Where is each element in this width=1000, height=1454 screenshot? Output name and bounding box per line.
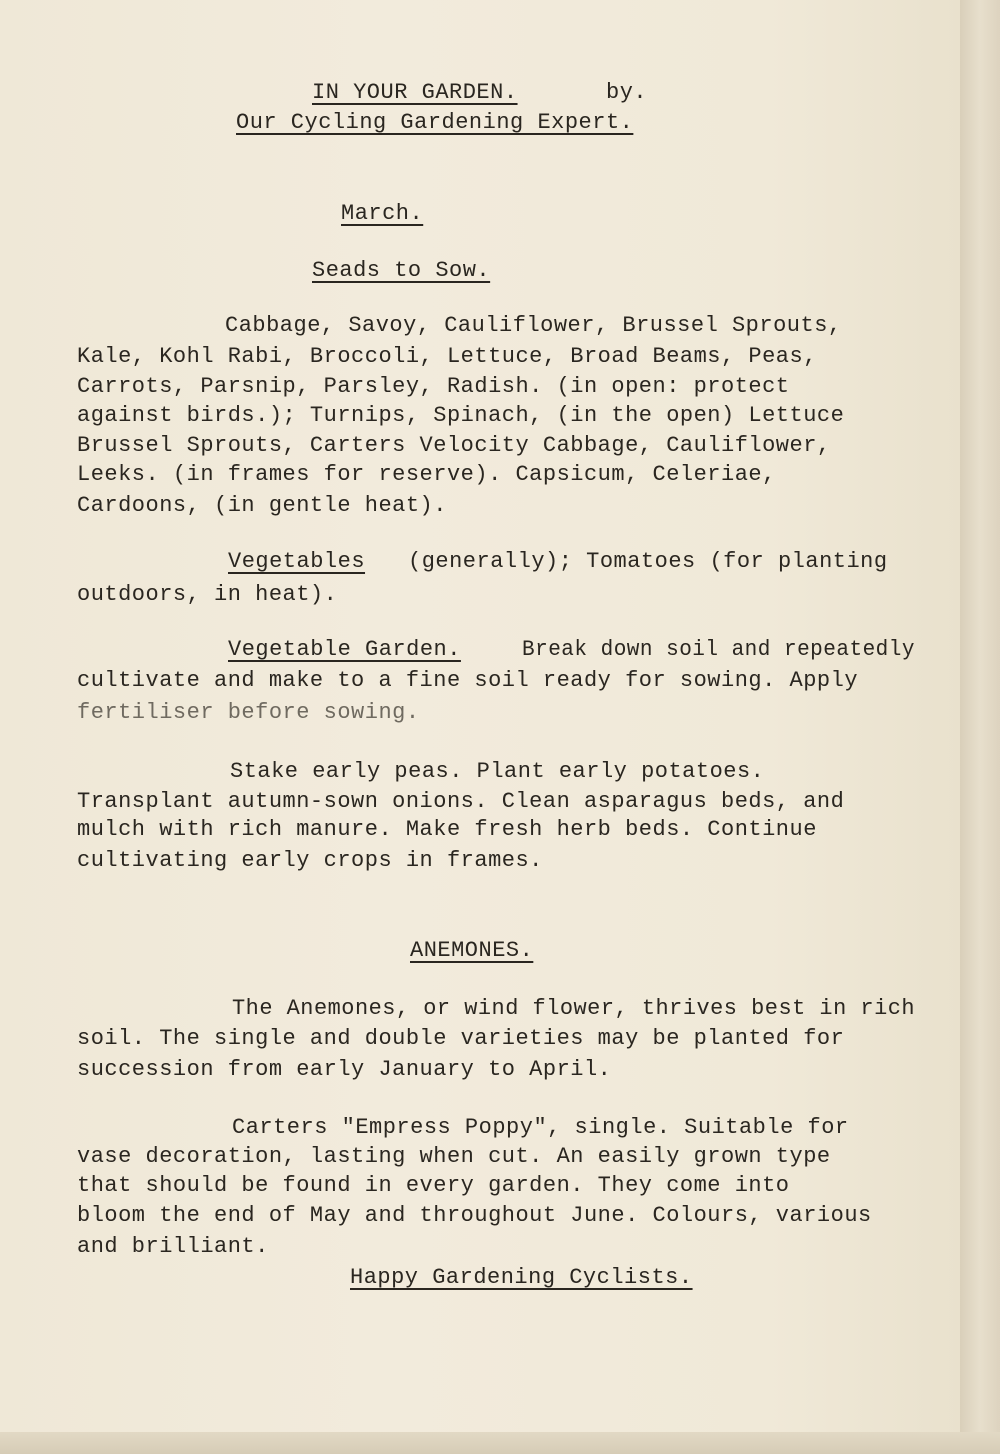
tasks-line: cultivating early crops in frames. [77, 848, 543, 873]
anemones-line: The Anemones, or wind flower, thrives best in rich [232, 996, 916, 1021]
seeds-line: Cardoons, (in gentle heat). [77, 493, 447, 518]
page-bottom-edge [0, 1432, 1000, 1454]
vegetables-line: outdoors, in heat). [77, 582, 338, 607]
tasks-line: Transplant autumn-sown onions. Clean asparagus beds, and [77, 789, 845, 814]
article-author: Our Cycling Gardening Expert. [236, 110, 634, 135]
vegetable-garden-line: fertiliser before sowing. [77, 700, 420, 725]
vegetable-garden-line: Break down soil and repeatedly [522, 637, 915, 662]
month-heading: March. [341, 201, 424, 226]
seeds-heading: Seads to Sow. [312, 258, 491, 283]
anemones-heading: ANEMONES. [410, 938, 534, 963]
anemones-line: soil. The single and double varieties may be planted for [77, 1026, 845, 1051]
vegetables-heading: Vegetables [228, 549, 366, 574]
seeds-line: Carrots, Parsnip, Parsley, Radish. (in open: protect [77, 374, 790, 399]
seeds-line: Leeks. (in frames for reserve). Capsicum, Celeriae, [77, 462, 776, 487]
seeds-line: Cabbage, Savoy, Cauliflower, Brussel Sprouts, [225, 313, 842, 338]
tasks-line: mulch with rich manure. Make fresh herb beds. Continue [77, 817, 817, 842]
vegetable-garden-heading: Vegetable Garden. [228, 637, 461, 662]
vegetable-garden-line: cultivate and make to a fine soil ready for sowing. Apply [77, 668, 859, 693]
seeds-line: Brussel Sprouts, Carters Velocity Cabbage, Cauliflower, [77, 433, 831, 458]
poppy-line: vase decoration, lasting when cut. An easily grown type [77, 1144, 831, 1169]
seeds-line: against birds.); Turnips, Spinach, (in the open) Lettuce [77, 403, 845, 428]
article-title: IN YOUR GARDEN. [312, 80, 518, 105]
byline-by: by. [606, 80, 648, 105]
vegetables-line: (generally); Tomatoes (for planting [408, 549, 888, 574]
signoff: Happy Gardening Cyclists. [350, 1265, 693, 1290]
seeds-line: Kale, Kohl Rabi, Broccoli, Lettuce, Broad Beams, Peas, [77, 344, 817, 369]
poppy-line: that should be found in every garden. They come into [77, 1173, 790, 1198]
tasks-line: Stake early peas. Plant early potatoes. [230, 759, 765, 784]
page-edge [960, 0, 1000, 1454]
anemones-line: succession from early January to April. [77, 1057, 612, 1082]
poppy-line: and brilliant. [77, 1234, 269, 1259]
poppy-line: bloom the end of May and throughout June. Colours, various [77, 1203, 872, 1228]
poppy-line: Carters "Empress Poppy", single. Suitable for [232, 1115, 849, 1140]
